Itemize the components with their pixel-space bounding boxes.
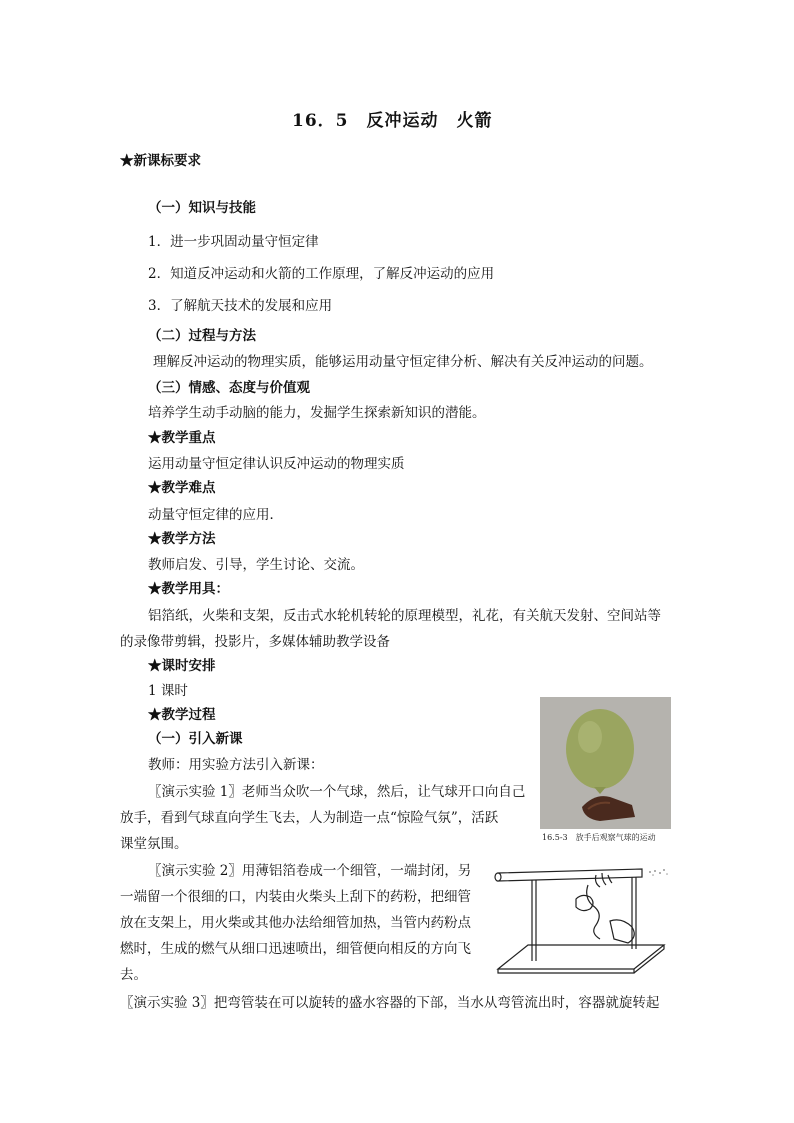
tube-stand-drawing: [492, 857, 672, 979]
demo2-line: 去。: [120, 967, 147, 983]
demo1-line: 〖演示实验 1〗老师当众吹一个气球，然后，让气球开口向自己: [148, 784, 526, 800]
tools-text-line: 的录像带剪辑，投影片，多媒体辅助教学设备: [120, 634, 390, 650]
knowledge-item: 1．进一步巩固动量守恒定律: [148, 234, 319, 250]
demo2-line: 一端留一个很细的口，内装由火柴头上刮下的药粉，把细管: [120, 889, 471, 905]
demo1-line: 课堂氛围。: [120, 836, 188, 852]
tube-stand-figure: [492, 857, 672, 979]
method-text: 教师启发、引导，学生讨论、交流。: [148, 557, 364, 573]
tools-text-line: 铝箔纸，火柴和支架，反击式水轮机转轮的原理模型，礼花，有关航天发射、空间站等: [148, 608, 661, 624]
demo3-line: 〖演示实验 3〗把弯管装在可以旋转的盛水容器的下部，当水从弯管流出时，容器就旋转起: [120, 995, 660, 1011]
demo2-line: 放在支架上，用火柴或其他办法给细管加热，当管内药粉点: [120, 915, 471, 931]
schedule-heading: ★课时安排: [148, 658, 216, 674]
knowledge-item: 2．知道反冲运动和火箭的工作原理，了解反冲运动的应用: [148, 266, 495, 282]
knowledge-item: 3．了解航天技术的发展和应用: [148, 298, 333, 314]
process-main-heading: ★教学过程: [148, 707, 216, 723]
demo1-line: 放手，看到气球直向学生飞去，人为制造一点“惊险气氛”，活跃: [120, 810, 499, 826]
attitude-heading: （三）情感、态度与价值观: [148, 380, 310, 396]
balloon-photo: [540, 697, 671, 829]
tools-heading: ★教学用具：: [148, 581, 229, 597]
intro-heading: （一）引入新课: [148, 731, 243, 747]
difficulty-text: 动量守恒定律的应用．: [148, 507, 283, 523]
method-heading: ★教学方法: [148, 531, 216, 547]
difficulty-heading: ★教学难点: [148, 480, 216, 496]
page-title: 16．5 反冲运动 火箭: [292, 111, 493, 131]
focus-heading: ★教学重点: [148, 430, 216, 446]
standards-heading: ★新课标要求: [120, 153, 201, 169]
process-text: 理解反冲运动的物理实质，能够运用动量守恒定律分析、解决有关反冲运动的问题。: [153, 354, 653, 370]
balloon-figure: [540, 697, 671, 846]
process-heading: （二）过程与方法: [148, 328, 256, 344]
focus-text: 运用动量守恒定律认识反冲运动的物理实质: [148, 456, 405, 472]
schedule-text: 1 课时: [148, 683, 188, 699]
demo2-line: 〖演示实验 2〗用薄铝箔卷成一个细管，一端封闭，另: [148, 863, 472, 879]
attitude-text: 培养学生动手动脑的能力，发掘学生探索新知识的潜能。: [148, 405, 486, 421]
intro-text: 教师：用实验方法引入新课：: [148, 757, 324, 773]
balloon-figure-caption: 16.5-3 放手后观察气球的运动: [540, 829, 671, 846]
demo2-line: 燃时，生成的燃气从细口迅速喷出，细管便向相反的方向飞: [120, 941, 471, 957]
knowledge-heading: （一）知识与技能: [148, 200, 256, 216]
